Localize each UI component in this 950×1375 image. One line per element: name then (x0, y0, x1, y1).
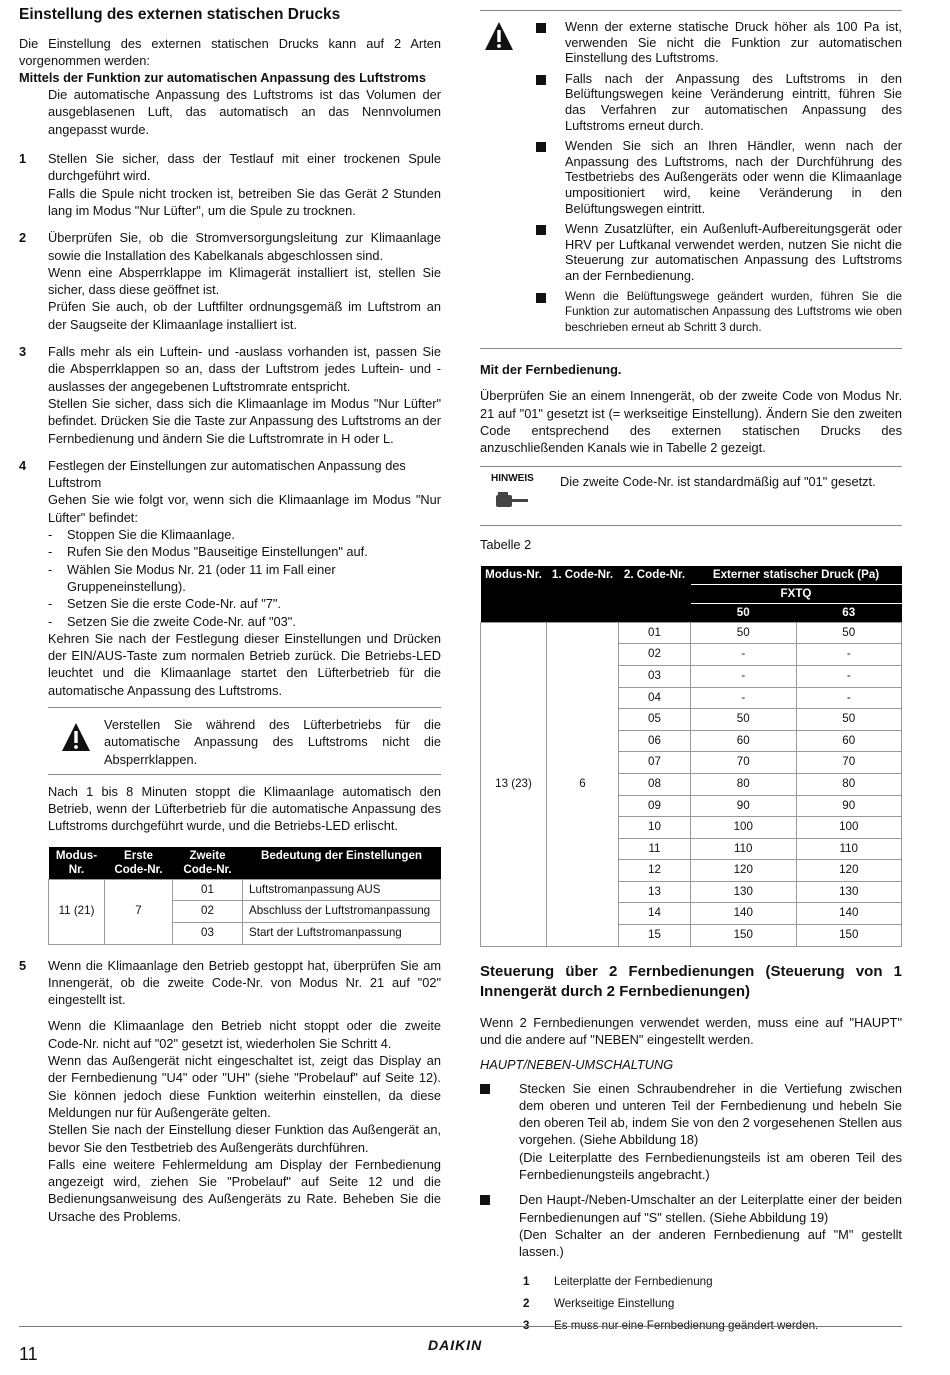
table-cell: 10 (619, 817, 691, 839)
table-cell: Start der Luftstromanpassung (243, 922, 441, 944)
warning-item: Falls nach der Anpassung des Luftstroms in den Belüftungswegen keine Veränderung eintritt, führen Sie das Verfahren zur automatischen Anpassung des Luftstroms erneut durch. (480, 71, 902, 133)
step-text: Falls die Spule nicht trocken ist, betreiben Sie das Gerät 2 Stunden lang im Modus "Nur Lüfter", um die Spule zu trocknen. (48, 185, 441, 218)
table-cell: 15 (619, 925, 691, 947)
table-cell: Abschluss der Luftstromanpassung (243, 901, 441, 923)
pressure-table (480, 566, 902, 947)
table-cell: 02 (619, 644, 691, 666)
instruction-item: Stecken Sie einen Schraubendreher in die Vertiefung zwischen dem oberen und unteren Teil der Fernbedienung und hebeln Sie den oberen Teil ab, indem Sie von den 2 vorgesehenen Stellen aus vorgehen. (Siehe Abbildung 18) (Die Leiterplatte des Fernbedienungsteils ist am oberen Teil des Fernbedienungsteils angebracht.) (480, 1080, 902, 1184)
table-caption: Tabelle 2 (480, 537, 532, 553)
list-item: - Rufen Sie den Modus "Bauseitige Einstellungen" auf. (48, 544, 368, 560)
step-text: Überprüfen Sie, ob die Stromversorgungsleitung zur Klimaanlage sowie die Installation des Kabelkanals abgeschlossen sind. (48, 230, 441, 263)
right-column (480, 0, 902, 1337)
table-row (481, 622, 902, 644)
table-header: 63 (796, 603, 902, 622)
step-3 (19, 343, 441, 447)
table-cell: 11 (619, 838, 691, 860)
warning-box (48, 707, 441, 775)
table-cell: 14 (619, 903, 691, 925)
table-cell: 04 (619, 687, 691, 709)
warning-text: Verstellen Sie während des Lüfterbetriebs für die automatische Anpassung des Luftstroms nicht die Absperrklappen. (104, 716, 441, 767)
auto-airflow-intro: Die automatische Anpassung des Luftstroms ist das Volumen der ausgeblasenen Luft, das automatisch an das Nennvolumen angepasst wurde. (48, 87, 441, 137)
table-cell: 120 (691, 860, 797, 882)
table-header: Zweite Code-Nr. (173, 847, 243, 880)
step-number: 1 (19, 151, 27, 167)
table-cell: 60 (691, 730, 797, 752)
step-text: Stellen Sie sicher, dass sich die Klimaanlage im Modus "Nur Lüfter" befindet. Drücken Sie die Taste zur Anpassung des Luftstroms an der Fernbedienung und ändern Sie die Luftstromrate in H oder L. (48, 395, 441, 446)
table-cell: 150 (796, 925, 902, 947)
step-number: 3 (19, 344, 27, 360)
step-text: Stellen Sie nach der Einstellung dieser Funktion das Außengerät an, bevor Sie den Testbetrieb des Außengeräts durchführen. (48, 1122, 441, 1155)
dual-remote-text: Wenn 2 Fernbedienungen verwendet werden, muss eine auf "HAUPT" und die andere auf "NEBEN" eingestellt werden. (480, 1014, 902, 1047)
table-cell: 120 (796, 860, 902, 882)
step-text: Kehren Sie nach der Festlegung dieser Einstellungen und Drücken der EIN/AUS-Taste zum normalen Betrieb zurück. Die Betriebs-LED leuchtet und die Klimaanlage startet den Lüfterbetrieb für die automatische Anpassung des Luftstroms. (48, 630, 441, 698)
step-1 (19, 150, 441, 219)
table-cell: 03 (619, 665, 691, 687)
warning-item: Wenn Zusatzlüfter, ein Außenluft-Aufbereitungsgerät oder HRV per Luftkanal verwendet werden, nutzen Sie nicht die Steuerung zur automatischen Anpassung des Luftstroms an der Fernbedienung. (480, 221, 902, 283)
step-number: 2 (19, 230, 27, 246)
table-cell: 140 (691, 903, 797, 925)
step-text: Wenn die Klimaanlage den Betrieb gestoppt hat, überprüfen Sie am Innengerät, ob die zweite Code-Nr. von Modus Nr. 21 auf "02" eingestellt ist. (48, 957, 441, 1008)
table-cell: 140 (796, 903, 902, 925)
table-cell: - (691, 644, 797, 666)
table-cell: 150 (691, 925, 797, 947)
table-cell: 08 (619, 773, 691, 795)
table-header: 50 (691, 603, 797, 622)
warning-item: Wenn der externe statische Druck höher als 100 Pa ist, verwenden Sie nicht die Funktion zur automatischen Einstellung des Luftstroms. (480, 19, 902, 66)
table-cell: - (691, 687, 797, 709)
step-text: Gehen Sie wie folgt vor, wenn sich die Klimaanlage im Modus "Nur Lüfter" befindet: (48, 492, 441, 525)
warning-icon (484, 21, 514, 56)
table-cell: 110 (691, 838, 797, 860)
table-cell: 80 (796, 773, 902, 795)
table-cell: 05 (619, 709, 691, 731)
instruction-item: Den Haupt-/Neben-Umschalter an der Leiterplatte einer der beiden Fernbedienungen auf "S" stellen. (Siehe Abbildung 19) (Den Schalter an der anderen Fernbedienung auf "M" gestellt lassen.) (480, 1191, 902, 1260)
table-cell: 130 (691, 881, 797, 903)
table-cell: 09 (619, 795, 691, 817)
step-heading: Festlegen der Einstellungen zur automatischen Anpassung des Luftstrom (48, 457, 406, 491)
table-cell: 80 (691, 773, 797, 795)
table-cell: 50 (691, 622, 797, 644)
table-cell: 130 (796, 881, 902, 903)
table-cell: 90 (796, 795, 902, 817)
step-2 (19, 229, 441, 333)
table-cell: 60 (796, 730, 902, 752)
table-header: Modus-Nr. (49, 847, 105, 880)
footer-divider (19, 1326, 902, 1327)
step-number: 5 (19, 957, 27, 973)
table-cell: 02 (173, 901, 243, 923)
table-row (49, 879, 441, 901)
step-text: Wenn das Außengerät nicht eingeschaltet ist, zeigt das Display an der Fernbedienung "U4" oder "UH" (siehe "Probelauf" auf Seite 12). Sie können jedoch diese Funktion weiterhin einstellen, da diese Meldungen nur für Außengeräte gelten. (48, 1053, 441, 1120)
table-header: 2. Code-Nr. (619, 566, 691, 623)
table-header: Externer statischer Druck (Pa) (691, 566, 902, 585)
table-cell: 70 (796, 752, 902, 774)
step-text: Nach 1 bis 8 Minuten stoppt die Klimaanlage automatisch den Betrieb, wenn der Lüfterbetrieb für die automatische Anpassung des Luftstroms durchgeführt wurde, und die Betriebs-LED erlischt. (48, 783, 441, 834)
table-header: FXTQ (691, 584, 902, 603)
legend-item: 2 Werkseitige Einstellung (523, 1296, 675, 1310)
note-box (480, 466, 902, 526)
warning-box (480, 10, 902, 349)
table-header: Modus-Nr. (481, 566, 547, 623)
table-cell: 12 (619, 860, 691, 882)
table-cell: 7 (105, 879, 173, 944)
table-cell: 11 (21) (49, 879, 105, 944)
table-cell: - (796, 644, 902, 666)
table-cell: 110 (796, 838, 902, 860)
settings-table (48, 847, 441, 945)
warning-item: Wenden Sie sich an Ihren Händler, wenn nach der Anpassung des Luftstroms, nach der Durchführung des Testbetriebs des Außengeräts oder wenn die Klimaanlage umpositioniert wird, keine Veränderung in den Belüftungswegen eintritt. (480, 138, 902, 216)
list-item: - Setzen Sie die erste Code-Nr. auf "7". (48, 596, 281, 612)
table-cell: 03 (173, 922, 243, 944)
table-cell: 100 (796, 817, 902, 839)
step-text: Falls eine weitere Fehlermeldung am Display der Fernbedienung angezeigt wird, ziehen Sie "Probelauf" auf Seite 12 und die Bedienungsanweisung des Außengeräts zu Rate. Beheben Sie die Ursache des Problems. (48, 1156, 441, 1224)
table-cell: 01 (619, 622, 691, 644)
list-item: - Stoppen Sie die Klimaanlage. (48, 527, 235, 543)
table-cell: 50 (796, 709, 902, 731)
table-cell: - (796, 687, 902, 709)
table-header: 1. Code-Nr. (547, 566, 619, 623)
legend-item: 1 Leiterplatte der Fernbedienung (523, 1274, 713, 1288)
table-cell: 07 (619, 752, 691, 774)
step-4 (19, 457, 441, 945)
pointing-hand-icon (480, 484, 560, 515)
left-column (19, 0, 441, 1225)
remote-text: Überprüfen Sie an einem Innengerät, ob der zweite Code von Modus Nr. 21 auf "01" gesetzt ist (= werkseitige Einstellung). Ändern Sie den zweiten Code entsprechend des externen statischen Drucks des anzuschließenden Kanals wie in Tabelle 2 gezeigt. (480, 388, 902, 456)
table-cell: 100 (691, 817, 797, 839)
table-header: Bedeutung der Einstellungen (243, 847, 441, 880)
table-cell: 13 (23) (481, 622, 547, 946)
note-text: Die zweite Code-Nr. ist standardmäßig auf "01" gesetzt. (560, 474, 876, 490)
remote-heading: Mit der Fernbedienung. (480, 362, 622, 378)
table-cell: 50 (796, 622, 902, 644)
auto-airflow-heading: Mittels der Funktion zur automatischen Anpassung des Luftstroms (19, 70, 426, 86)
pressure-table-body (481, 622, 902, 946)
dual-remote-heading: Steuerung über 2 Fernbedienungen (Steuerung von 1 Innengerät durch 2 Fernbedienungen) (480, 962, 902, 1000)
table-cell: Luftstromanpassung AUS (243, 879, 441, 901)
table-cell: 90 (691, 795, 797, 817)
daikin-logo: DAIKIN (428, 1337, 483, 1353)
step-text: Stellen Sie sicher, dass der Testlauf mit einer trockenen Spule durchgeführt wird. (48, 151, 441, 184)
table-cell: 70 (691, 752, 797, 774)
switch-subheading: HAUPT/NEBEN-UMSCHALTUNG (480, 1057, 674, 1073)
table-header: Erste Code-Nr. (105, 847, 173, 880)
section-heading: Einstellung des externen statischen Drucks (19, 6, 341, 23)
table-cell: 13 (619, 881, 691, 903)
step-text: Prüfen Sie auch, ob der Luftfilter ordnungsgemäß im Luftstrom an der Saugseite der Klimaanlage installiert ist. (48, 299, 441, 332)
table-cell: 6 (547, 622, 619, 946)
legend-item: 3 Es muss nur eine Fernbedienung geändert werden. (523, 1318, 819, 1332)
step-text: Wenn eine Absperrklappe im Klimagerät installiert ist, stellen Sie sicher, dass diese geöffnet ist. (48, 264, 441, 298)
step-text: Wenn die Klimaanlage den Betrieb nicht stoppt oder die zweite Code-Nr. nicht auf "02" gesetzt ist, wiederholen Sie Schritt 4. (48, 1018, 441, 1051)
list-item: - Wählen Sie Modus Nr. 21 (oder 11 im Fall einer Gruppeneinstellung). (48, 561, 336, 594)
step-text: Falls mehr als ein Luftein- und -auslass vorhanden ist, passen Sie die Absperrklappen so an, dass der Luftstrom jedes Luftein- und -auslasses der angegebenen Luftstromrate entspricht. (48, 344, 441, 394)
intro-text: Die Einstellung des externen statischen Drucks kann auf 2 Arten vorgenommen werden: (19, 35, 441, 68)
list-item: - Setzen Sie die zweite Code-Nr. auf "03". (48, 613, 296, 629)
warning-item: Wenn die Belüftungswege geändert wurden, führen Sie die Funktion zur automatischen Anpassung des Luftstroms wie oben beschrieben erneut ab Schritt 3 durch. (480, 289, 902, 336)
warning-icon (48, 716, 104, 768)
table-cell: - (691, 665, 797, 687)
note-label: HINWEIS (491, 473, 534, 485)
table-cell: - (796, 665, 902, 687)
page-number: 11 (19, 1344, 38, 1364)
table-cell: 01 (173, 879, 243, 901)
table-cell: 50 (691, 709, 797, 731)
step-number: 4 (19, 457, 27, 473)
table-cell: 06 (619, 730, 691, 752)
step-5 (19, 957, 441, 1225)
